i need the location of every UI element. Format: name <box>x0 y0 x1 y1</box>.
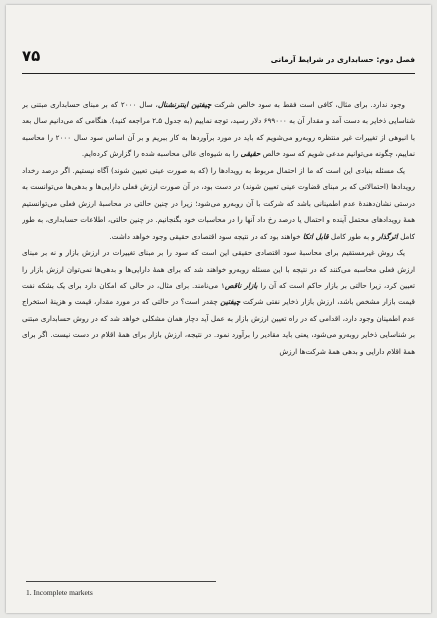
footnote-divider <box>26 581 216 582</box>
emphasis-term: حقیقی <box>240 149 261 159</box>
footnote: 1. Incomplete markets <box>26 588 93 597</box>
company-name: چیفتین اینترنشنال <box>157 100 212 109</box>
paragraph-1: وجود ندارد. برای مثال، کافی است فقط به سود خالص شرکت چیفتین اینترنشنال، سال ۲۰۰۰ که بر مبنای حسابداری مبتنی بر شناسایی ذخایر به دست آمد و مقدار آن به ۶۹۹۰۰۰ دلار رسید، توجه نماییم (به جدول ۵ـ۲ مراجعه کنید). هنگامی که می‌دانیم سال بعد با انبوهی از تغییرات غیر منتظره روبه‌رو می‌شویم که باید در مورد برآوردها به کار ببریم و بر آن اساس سود سال ۲۰۰۰ را محاسبه نماییم، چگونه می‌توانیم مدعی شویم که سود خالص حقیقی را به شیوه‌ای عالی محاسبه شده را گزارش کرده‌ایم. <box>22 100 415 159</box>
paragraph-3: یک روش غیرمستقیم برای محاسبهٔ سود اقتصادی حقیقی این است که سود را بر مبنای تغییرات در ارزش بازار و نه بر مبنای ارزش فعلی محاسبه می‌کنند که در نتیجه با این مسئله روبه‌رو خواهند شد که برای همهٔ دارایی‌ها و بدهی‌ها نمی‌توان ارزش بازار را تعیین کرد، زیرا حالتی بر بازار حاکم است که آن را بازار ناقص۱ می‌نامند. برای مثال، در حالی که امکان دارد برای یک بشکه نفت قیمت بازار مشخص باشد، ارزش بازار ذخایر نفتی شرکت چیفتین چقدر است؟ در حالتی که در مورد مقدار، قیمت و هزینهٔ استخراج عدم اطمینان وجود دارد، اقدامی که در راه تعیین ارزش بازار به عمل آید دچار همان مشکلی خواهد شد که در روش حسابداری مبتنی بر شناسایی ذخایر روبه‌رو می‌شود، یعنی باید مقادیر را برآورد نمود. در نتیجه، ارزش بازار برای همهٔ اقلام در دست نیست. اگر برای همهٔ اقلام دارایی و بدهی همهٔ شرکت‌ها ارزش <box>22 248 415 356</box>
page-number: ۷۵ <box>22 47 41 65</box>
emphasis-term: اثرگذار <box>377 231 398 241</box>
page-header <box>22 43 415 74</box>
paragraph-2: یک مسئله بنیادی این است که ما از احتمال مربوط به رویدادها را (که به صورت عینی تعیین شوند) آگاه نیستیم. اگر درصد رخداد رویدادها (احتمالاتی که بر مبنای قضاوت عینی تعیین شوند) در دست بود، در آن صورت ارزش فعلی دارایی‌ها و بدهی‌ها می‌توانست به درستی نشان‌دهندهٔ عدم اطمینانی باشد که شرکت با آن روبه‌رو می‌شود؛ زیرا در چنین حالتی در محاسبهٔ ارزش فعلی می‌توانستیم همهٔ رویدادهای محتمل آینده و احتمال یا درصد رخ داد آنها را در محاسبات خود بگنجانیم. در چنین حالتی، اطلاعات حسابداری، به طور کامل اثرگذار و به طور کامل قابل اتکا خواهند بود که در نتیجه سود اقتصادی حقیقی وجود خواهد داشت. <box>22 165 415 241</box>
company-name: چیفتین <box>220 297 241 307</box>
running-title: فصل دوم: حسابداری در شرایط آرمانی <box>270 55 415 64</box>
book-page <box>6 5 431 613</box>
body-text <box>22 97 415 551</box>
emphasis-term: قابل اتکا <box>302 231 329 241</box>
emphasis-term: بازار ناقص <box>224 280 258 290</box>
